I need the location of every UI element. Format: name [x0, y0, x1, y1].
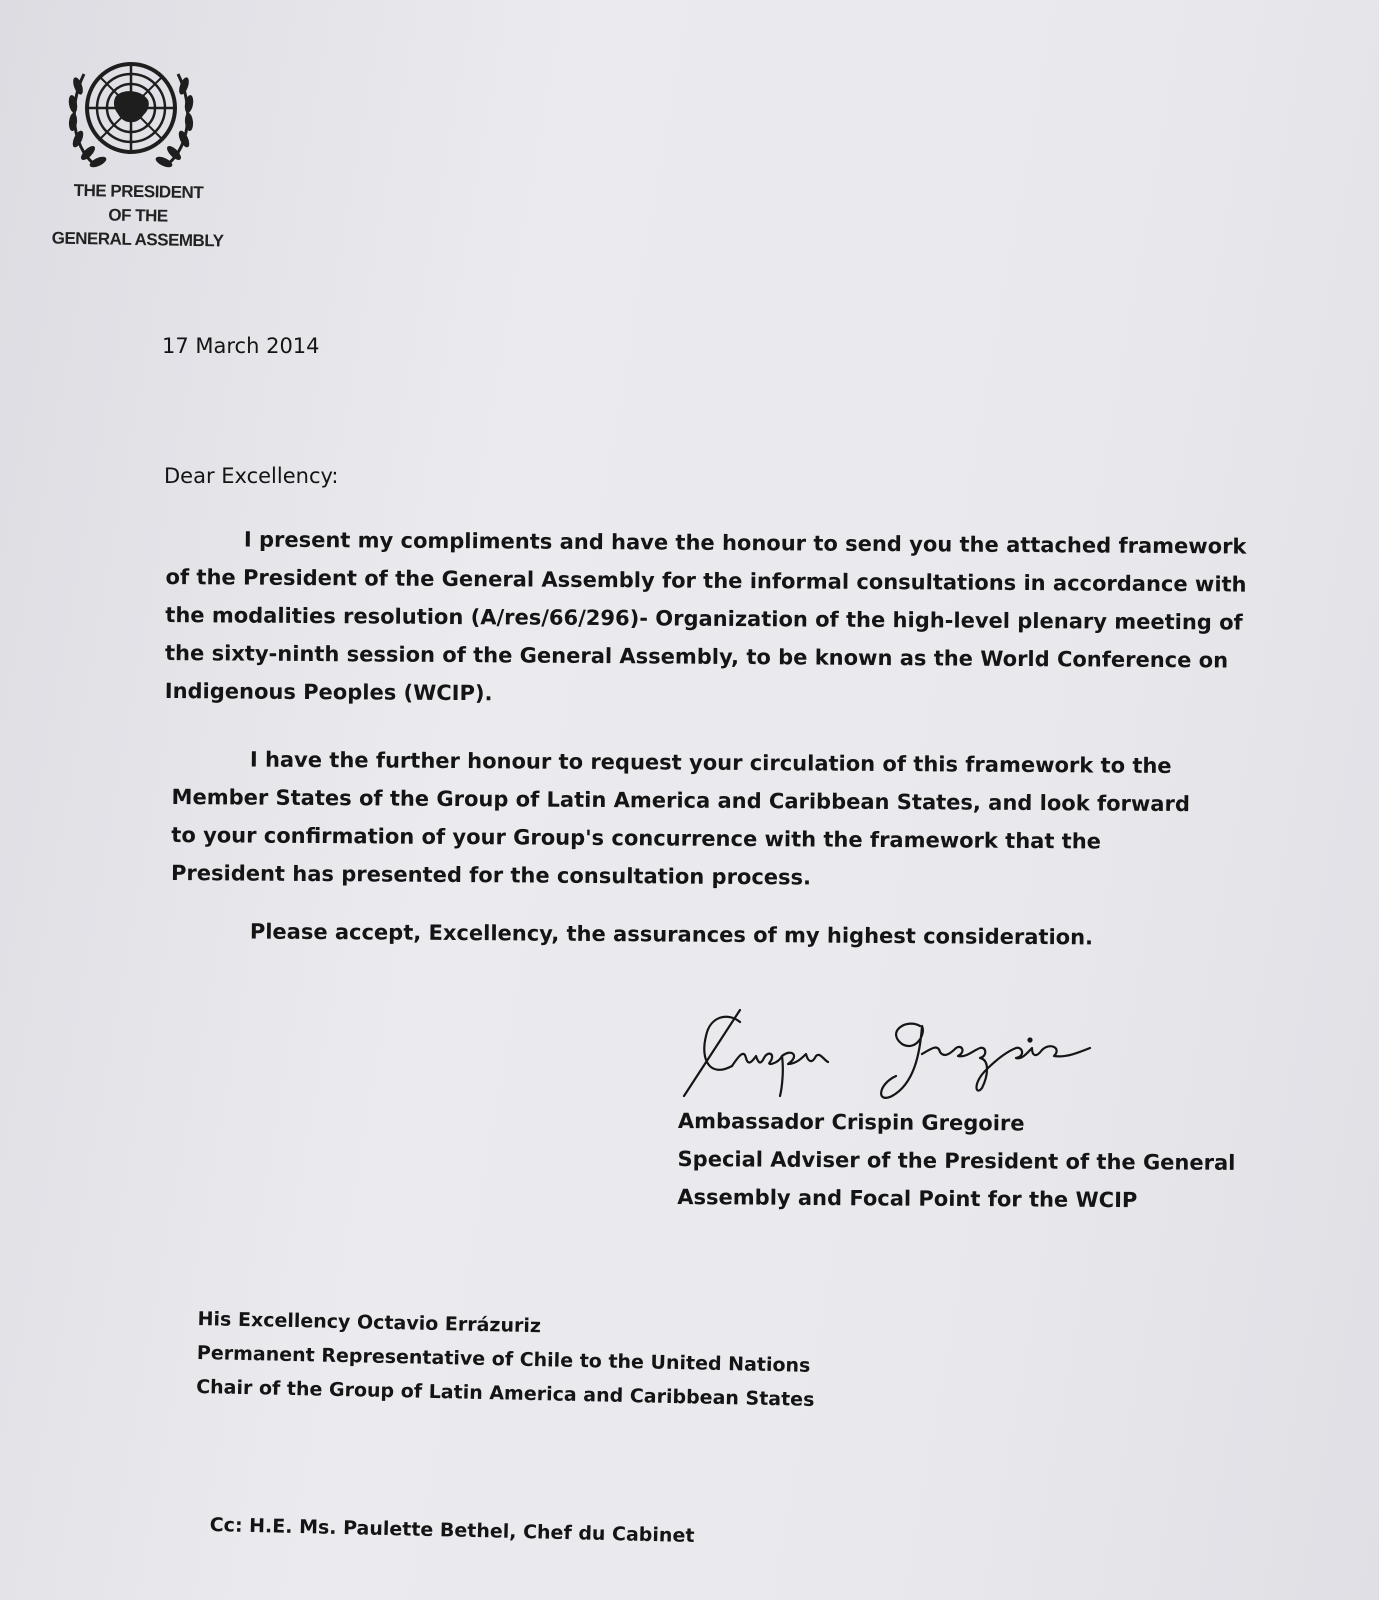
recipient-line: Chair of the Group of Latin America and Caribbean States [195, 1375, 815, 1411]
letterhead-title-line: GENERAL ASSEMBLY [51, 228, 224, 251]
cc-line: Cc: H.E. Ms. Paulette Bethel, Chef du Cabinet [209, 1514, 695, 1547]
letterhead-title-line: THE PRESIDENT [73, 180, 204, 203]
handwritten-signature [670, 1004, 1130, 1114]
body-paragraph: I present my compliments and have the honour to send you the attached framework of the President of the General Assembly for the informal consultations in accordance with the modalities resolution (A/res/66/296)- Organization of the high-level plenary meeting of the sixty-ninth session of the General Assembly, to be known as the World Conference on Indigenous Peoples (WCIP). [164, 527, 1247, 706]
signature-block [677, 1102, 1236, 1220]
body-paragraph: I have the further honour to request your circulation of this framework to the Member States of the Group of Latin America and Caribbean States, and look forward to your confirmation of your Group's concurrence with the framework that the President has presented for the consultation process. [170, 747, 1190, 890]
signatory-title-line: Assembly and Focal Point for the WCIP [677, 1184, 1138, 1213]
letterhead-title-line: OF THE [108, 205, 168, 226]
recipient-block [196, 1302, 816, 1417]
recipient-line: Permanent Representative of Chile to the United Nations [196, 1341, 811, 1377]
signatory-name: Ambassador Crispin Gregoire [677, 1108, 1025, 1136]
un-emblem-icon [64, 56, 198, 174]
recipient-line: His Excellency Octavio Errázuriz [197, 1307, 542, 1338]
letter-date: 17 March 2014 [162, 334, 320, 358]
salutation: Dear Excellency: [164, 464, 339, 488]
body-paragraph: Please accept, Excellency, the assurances of my highest consideration. [249, 919, 1094, 950]
letterhead-title [17, 178, 258, 254]
signatory-title-line: Special Adviser of the President of the General [677, 1146, 1236, 1175]
